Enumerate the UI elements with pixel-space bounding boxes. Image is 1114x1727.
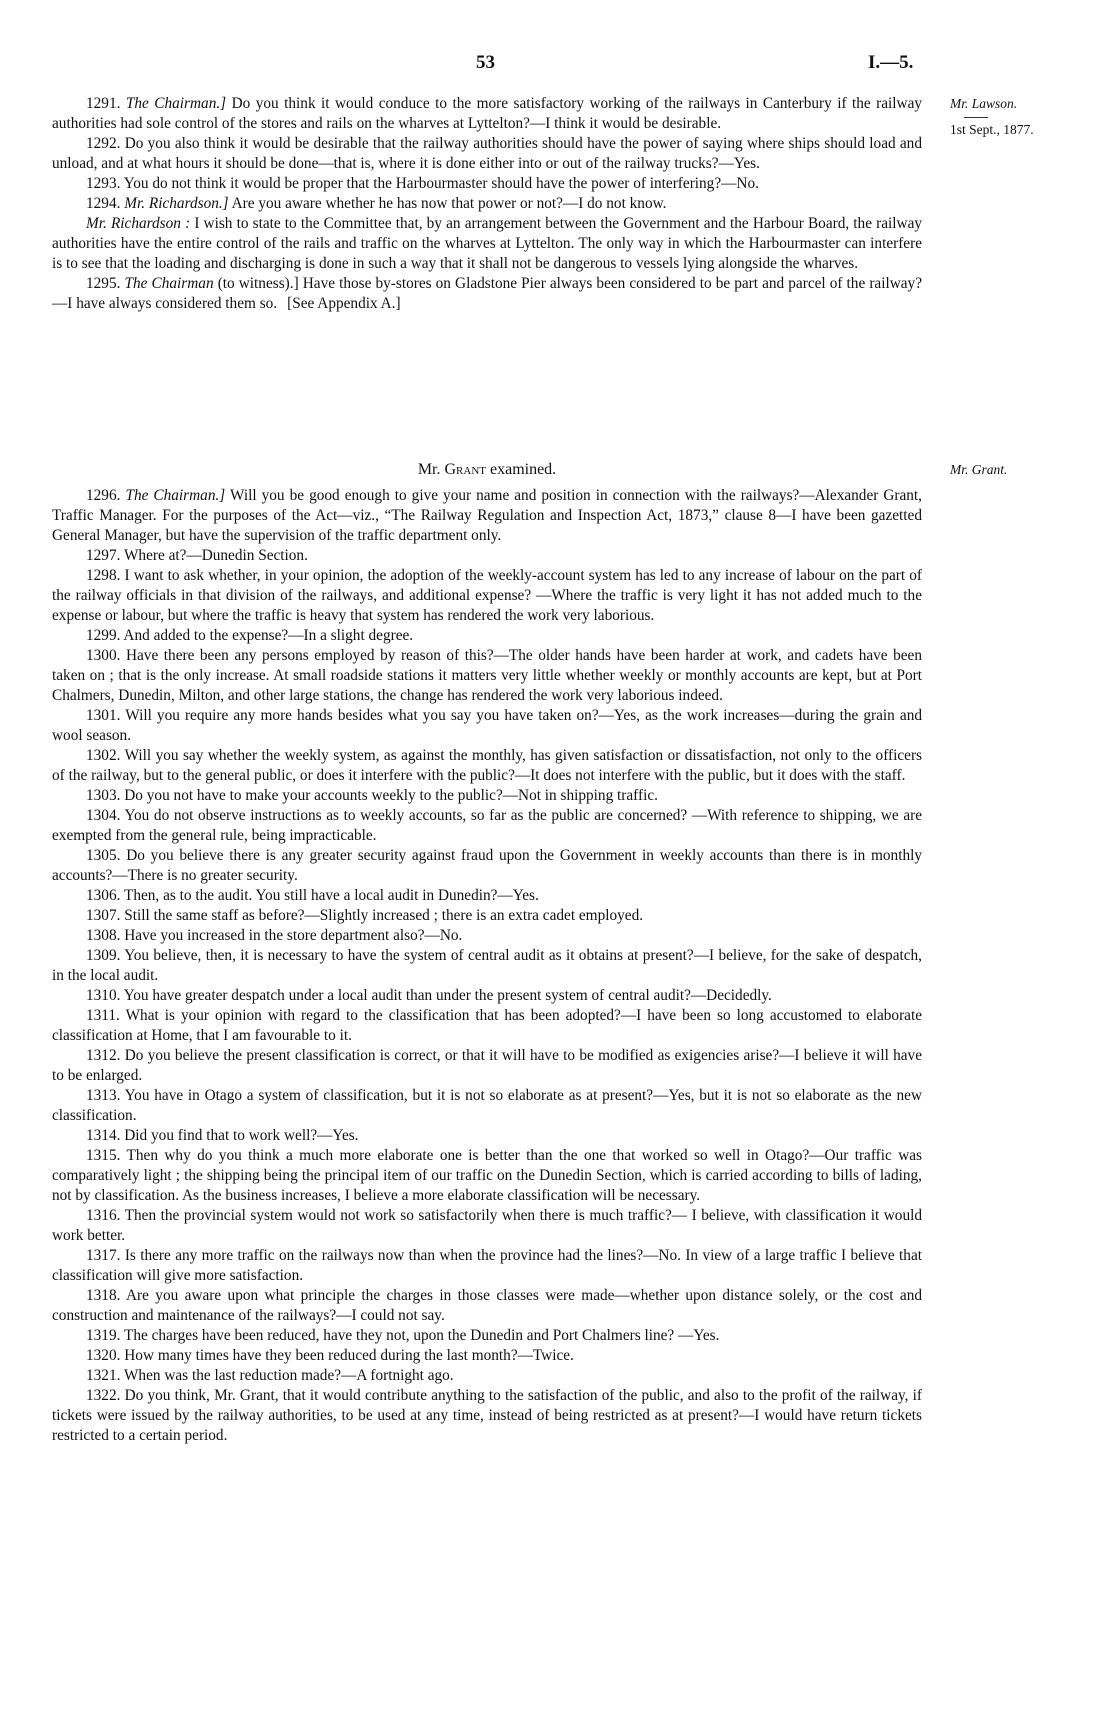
question-1303: 1303. Do you not have to make your accounts weekly to the public?—Not in shipping traffic. (86, 787, 658, 804)
margin-note-name: Mr. Grant. (950, 462, 1008, 477)
question-1317: 1317. Is there any more traffic on the railways now than when the province had the lines?—No. In view of a large traffic I believe that classification will give more satisfaction. (52, 1247, 922, 1284)
question-1301: 1301. Will you require any more hands besides what you say you have taken on?—Yes, as the work increases—during the grain and wool season. (52, 707, 922, 744)
question-1318: 1318. Are you aware upon what principle the charges in those classes were made—whether upon distance solely, or the cost and construction and maintenance of the railways?—I could not say. (52, 1287, 922, 1324)
question-1314: 1314. Did you find that to work well?—Yes. (86, 1127, 359, 1144)
question-1304: 1304. You do not observe instructions as to weekly accounts, so far as the public are concerned? —With reference to shipping, we are exempted from the general rule, being impracticable. (52, 807, 922, 844)
question-1295: 1295. The Chairman (to witness).] Have those by-stores on Gladstone Pier always been considered to be part and parcel of the railway?—I have always considered them so. [See Appendix A.] (52, 275, 922, 312)
question-1300: 1300. Have there been any persons employed by reason of this?—The older hands have been harder at work, and cadets have been taken on ; that is the only increase. At small roadside stations it matters very little whether weekly or monthly accounts are kept, but at Port Chalmers, Dunedin, Milton, and other large stations, the change has rendered the work very laborious indeed. (52, 647, 922, 704)
question-1319: 1319. The charges have been reduced, have they not, upon the Dunedin and Port Chalmers line? —Yes. (86, 1327, 720, 1344)
question-1307: 1307. Still the same staff as before?—Slightly increased ; there is an extra cadet employed. (86, 907, 644, 924)
question-1297: 1297. Where at?—Dunedin Section. (86, 547, 308, 564)
question-1321: 1321. When was the last reduction made?—A fortnight ago. (86, 1367, 454, 1384)
page-header (0, 52, 1114, 80)
question-1299: 1299. And added to the expense?—In a slight degree. (86, 627, 414, 644)
question-1310: 1310. You have greater despatch under a local audit than under the present system of central audit?—Decidedly. (86, 987, 772, 1004)
section-heading: Mr. Grant examined. (417, 461, 557, 478)
margin-note-date: 1st Sept., 1877. (950, 122, 1034, 137)
section-lawson-evidence (52, 94, 922, 314)
margin-rule (964, 117, 988, 118)
question-1315: 1315. Then why do you think a much more elaborate one is better than the one that worked so well in Otago?—Our traffic was comparatively light ; the shipping being the principal item of our traffic on the Dunedin Section, which is carried according to bills of lading, not by classification. As the business increases, I believe a more elaborate classification will be necessary. (52, 1147, 922, 1204)
question-1309: 1309. You believe, then, it is necessary to have the system of central audit as it obtains at present?—I believe, for the sake of despatch, in the local audit. (52, 947, 922, 984)
question-1292: 1292. Do you also think it would be desirable that the railway authorities should have the power of saying where ships should load and unload, and at what hours it should be done—that is, where it is done either into or out of the railway trucks?—Yes. (52, 135, 922, 172)
question-1293: 1293. You do not think it would be proper that the Harbourmaster should have the power of interfering?—No. (86, 175, 759, 192)
question-1316: 1316. Then the provincial system would not work so satisfactorily when there is much traffic?— I believe, with classification it would work better. (52, 1207, 922, 1244)
margin-note-lawson (950, 96, 1100, 138)
question-1296: 1296. The Chairman.] Will you be good enough to give your name and position in connection with the railways?—Alexander Grant, Traffic Manager. For the purposes of the Act—viz., “The Railway Regulation and Inspection Act, 1873,” clause 8—I have been gazetted General Manager, but have the supervision of the traffic department only. (52, 487, 923, 544)
statement-richardson: Mr. Richardson : I wish to state to the Committee that, by an arrangement between the Government and the Harbour Board, the railway authorities have the entire control of the rails and traffic on the wharves at Lyttelton. The only way in which the Harbourmaster can interfere is to see that the loading and discharging is done in such a way that it shall not be dangerous to vessels lying alongside the wharves. (52, 215, 923, 272)
question-1305: 1305. Do you believe there is any greater security against fraud upon the Government in weekly accounts than there is in monthly accounts?—There is no greater security. (52, 847, 923, 884)
question-1298: 1298. I want to ask whether, in your opinion, the adoption of the weekly-account system has led to any increase of labour on the part of the railway officials in that division of the railways, and additional expense? —Where the traffic is very light it has not added much to the expense or labour, but where the traffic is heavy that system has rendered the work very laborious. (52, 567, 922, 624)
page-number: 53 (476, 52, 495, 73)
question-1308: 1308. Have you increased in the store department also?—No. (86, 927, 463, 944)
question-1306: 1306. Then, as to the audit. You still have a local audit in Dunedin?—Yes. (86, 887, 539, 904)
question-1320: 1320. How many times have they been reduced during the last month?—Twice. (86, 1347, 574, 1364)
question-1291: 1291. The Chairman.] Do you think it would conduce to the more satisfactory working of the railways in Canterbury if the railway authorities had sole control of the stores and rails on the wharves at Lyttelton?—I think it would be desirable. (52, 95, 923, 132)
question-1302: 1302. Will you say whether the weekly system, as against the monthly, has given satisfaction or dissatisfaction, not only to the officers of the railway, but to the general public, or does it interfere with the public?—It does not interfere with the public, but it does with the staff. (52, 747, 922, 784)
section-grant-evidence (52, 460, 922, 1446)
question-1322: 1322. Do you think, Mr. Grant, that it would contribute anything to the satisfaction of the public, and also to the profit of the railway, if tickets were issued by the railway authorities, to be used at any time, instead of being restricted as at present?—I would have return tickets restricted to a certain period. (52, 1387, 922, 1444)
margin-note-grant (950, 462, 1100, 478)
question-1313: 1313. You have in Otago a system of classification, but it is not so elaborate as at present?—Yes, but it is not so elaborate as the new classification. (52, 1087, 922, 1124)
margin-note-name: Mr. Lawson. (950, 96, 1018, 111)
appendix-note: [See Appendix A.] (287, 295, 401, 312)
document-code: I.—5. (868, 52, 914, 73)
question-1312: 1312. Do you believe the present classification is correct, or that it will have to be modified as exigencies arise?—I believe it will have to be enlarged. (52, 1047, 922, 1084)
question-1294: 1294. Mr. Richardson.] Are you aware whether he has now that power or not?—I do not know. (86, 195, 667, 212)
question-1311: 1311. What is your opinion with regard to the classification that has been adopted?—I have been so long accustomed to elaborate classification at Home, that I am favourable to it. (52, 1007, 922, 1044)
